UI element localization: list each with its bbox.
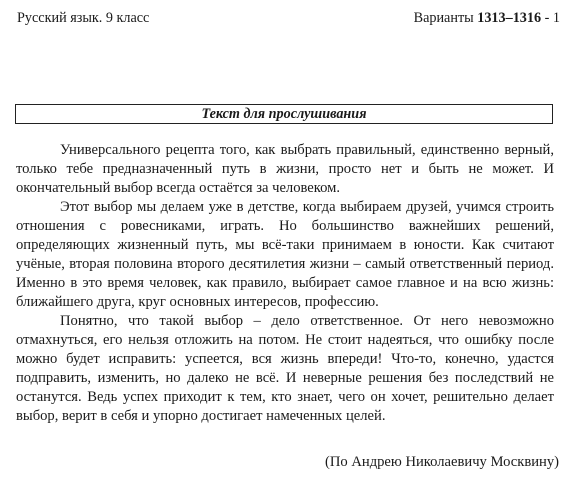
paragraph-3: Понятно, что такой выбор – дело ответственное. От него невозможно отмахнуться, его нельзя отложить на потом. Не стоит надеяться, что ошибку после можно будет исправить: успеется, вся жизнь впереди! Что-то, конечно, удастся подправить, изменить, но далеко не всё. И неверные решения без последствий не останутся. Ведь успех приходит к тем, кто знает, чего он хочет, решительно делает выбор, верит в себя и упорно достигает намеченных целей. (16, 313, 554, 424)
listening-text (16, 141, 554, 426)
paragraph-1: Универсального рецепта того, как выбрать правильный, единственно верный, только тебе предназначенный путь в жизни, просто нет и быть не может. И окончательный выбор всегда остаётся за человеком. (16, 142, 554, 196)
section-title: Текст для прослушивания (15, 104, 553, 124)
attribution: (По Андрею Николаевичу Москвину) (325, 454, 559, 470)
paragraph-2: Этот выбор мы делаем уже в детстве, когда выбираем друзей, учимся строить отношения с ровесниками, играть. Но большинство важнейших решений, определяющих жизненный путь, мы всё-таки принимаем в юности. Как считают учёные, вторая половина второго десятилетия жизни – самый ответственный период. Именно в это время человек, как правило, выбирает самое главное и на всю жизнь: ближайшего друга, круг основных интересов, профессию. (16, 199, 554, 310)
page-header (17, 8, 560, 28)
variants-prefix: Варианты (413, 10, 478, 26)
subject-label: Русский язык. 9 класс (17, 10, 150, 26)
variants-label (414, 8, 560, 28)
variants-range: 1313–1316 (477, 10, 542, 26)
variants-suffix: - 1 (541, 10, 560, 26)
